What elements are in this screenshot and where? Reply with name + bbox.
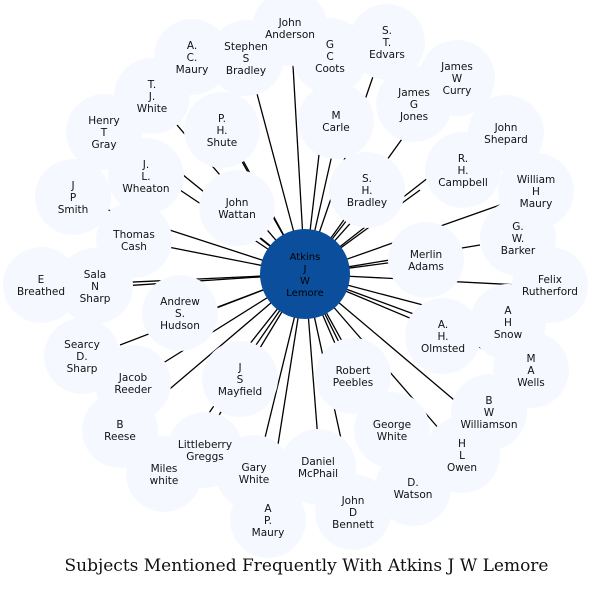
node-label-line: J. (148, 91, 156, 103)
node-label-line: S. (381, 25, 393, 37)
node-label-line: J (238, 362, 242, 374)
node-label-line: T (100, 127, 108, 139)
node-label-line: Henry (88, 115, 120, 127)
node-label-line: Andrew (160, 296, 200, 308)
hub-label-line: J (303, 264, 307, 275)
node-label-gary-white (239, 462, 270, 486)
node-label-line: John (278, 17, 302, 29)
node-label-line: White (136, 103, 168, 115)
node-label-line: White (376, 431, 408, 443)
node-label-line: Gary (241, 462, 267, 474)
node-label-line: John (341, 495, 365, 507)
node-label-line: Maury (251, 527, 285, 539)
node-label-line: A. (437, 319, 449, 331)
node-label-george-white (373, 419, 411, 443)
node-label-line: William (516, 174, 556, 186)
node-label-line: Williamson (460, 419, 518, 431)
node-label-line: Stephen (224, 41, 268, 53)
node-label-line: Jones (399, 111, 429, 123)
node-label-line: John (494, 122, 518, 134)
node-label-line: Adams (408, 261, 444, 273)
node-label-line: Sharp (79, 293, 111, 305)
node-label-line: Gray (91, 139, 117, 151)
node-label-line: Daniel (301, 456, 335, 468)
hub-label-line: Atkins (289, 252, 321, 263)
node-label-line: B (116, 419, 124, 431)
node-label-line: Greggs (186, 451, 224, 463)
node-label-line: G (409, 99, 419, 111)
node-label-line: Peebles (332, 377, 374, 389)
node-label-line: G. (512, 221, 524, 233)
node-label-line: Owen (447, 462, 477, 474)
node-label-line: Coots (315, 63, 345, 75)
node-label-line: P (69, 192, 77, 204)
node-label-line: Littleberry (177, 439, 233, 451)
node-label-line: H. (457, 165, 469, 177)
node-label-line: Olmsted (420, 343, 466, 355)
node-label-line: T. (382, 37, 392, 49)
node-label-line: Reeder (114, 384, 152, 396)
node-label-line: A (504, 305, 512, 317)
node-label-line: H (532, 186, 540, 198)
node-label-line: J (71, 180, 75, 192)
node-label-line: Maury (175, 64, 209, 76)
graph-caption: Subjects Mentioned Frequently With Atkins J W Lemore (64, 556, 549, 576)
node-label-line: Merlin (409, 249, 443, 261)
hub-label-line: W (300, 276, 310, 287)
node-label-line: A (264, 503, 272, 515)
node-label-line: H. (361, 185, 373, 197)
node-label-line: Thomas (113, 229, 155, 241)
node-label-line: P. (263, 515, 273, 527)
node-label-line: M (331, 110, 341, 122)
node-label-line: C. (186, 52, 198, 64)
node-label-line: W (483, 407, 495, 419)
node-label-line: Robert (335, 365, 371, 377)
node-label-line: H. (216, 125, 228, 137)
node-label-line: H (504, 317, 512, 329)
node-label-line: S (236, 374, 244, 386)
node-label-line: N (91, 281, 99, 293)
node-label-line: Watson (393, 489, 433, 501)
node-label-line: J. (142, 159, 150, 171)
node-label-line: Snow (493, 329, 523, 341)
node-label-line: Hudson (160, 320, 200, 332)
node-label-line: D (348, 507, 358, 519)
node-label-line: Felix (538, 274, 562, 286)
node-label-line: Wells (517, 377, 545, 389)
node-label-line: white (149, 475, 179, 487)
node-label-line: L (459, 450, 465, 462)
node-label-line: Shute (206, 137, 238, 149)
node-label-line: Edvars (369, 49, 405, 61)
node-label-line: Barker (500, 245, 536, 257)
node-label-line: James (441, 61, 473, 73)
node-label-line: T. (147, 79, 157, 91)
node-label-line: Wheaton (122, 183, 170, 195)
node-label-line: H. (437, 331, 449, 343)
node-label-line: A. (186, 40, 198, 52)
node-label-line: S (242, 53, 250, 65)
node-label-line: Searcy (64, 339, 100, 351)
node-label-robert-peebles (333, 365, 373, 389)
node-label-line: D. (407, 477, 419, 489)
hub-node (260, 229, 350, 319)
node-label-line: Shepard (484, 134, 528, 146)
node-label-line: S. (361, 173, 373, 185)
node-label-line: Carle (322, 122, 350, 134)
hub-label-line: Lemore (286, 288, 324, 299)
node-label-line: M (526, 353, 536, 365)
node-label-line: L. (141, 171, 151, 183)
node-label-line: White (238, 474, 270, 486)
node-label-line: John (225, 197, 249, 209)
node-label-line: Reese (104, 431, 136, 443)
node-label-line: W (451, 73, 463, 85)
node-label-line: Sharp (66, 363, 98, 375)
node-label-line: Mayfield (217, 386, 263, 398)
node-label-line: Breathed (16, 286, 66, 298)
node-label-line: McPhail (297, 468, 339, 480)
node-label-line: C (326, 51, 334, 63)
node-label-line: S. (174, 308, 186, 320)
node-label-line: Anderson (265, 29, 315, 41)
node-label-merlin-adams (408, 249, 444, 273)
node-label-line: A (527, 365, 535, 377)
node-label-line: Rutherford (522, 286, 578, 298)
node-label-line: Wattan (218, 209, 256, 221)
node-label-line: Miles (150, 463, 178, 475)
node-label-line: Smith (57, 204, 89, 216)
node-label-line: Cash (121, 241, 147, 253)
node-label-line: B (485, 395, 493, 407)
node-label-line: R. (457, 153, 469, 165)
node-label-line: James (398, 87, 430, 99)
node-label-line: Jacob (118, 372, 148, 384)
node-label-line: Sala (83, 269, 107, 281)
node-label-line: Maury (519, 198, 553, 210)
node-label-line: H (458, 438, 466, 450)
node-label-line: Curry (442, 85, 472, 97)
node-label-line: W. (511, 233, 525, 245)
node-label-daniel-mcphail (298, 456, 338, 480)
node-label-line: D. (76, 351, 88, 363)
node-label-line: G (325, 39, 335, 51)
node-label-line: Bradley (346, 197, 388, 209)
node-label-line: Bradley (225, 65, 267, 77)
node-label-jacob-reeder (114, 372, 152, 396)
node-label-line: George (372, 419, 412, 431)
node-label-line: Bennett (332, 519, 374, 531)
node-label-line: Campbell (438, 177, 488, 189)
node-label-miles-white (150, 463, 179, 487)
node-label-line: P. (217, 113, 227, 125)
node-label-line: E (37, 274, 45, 286)
